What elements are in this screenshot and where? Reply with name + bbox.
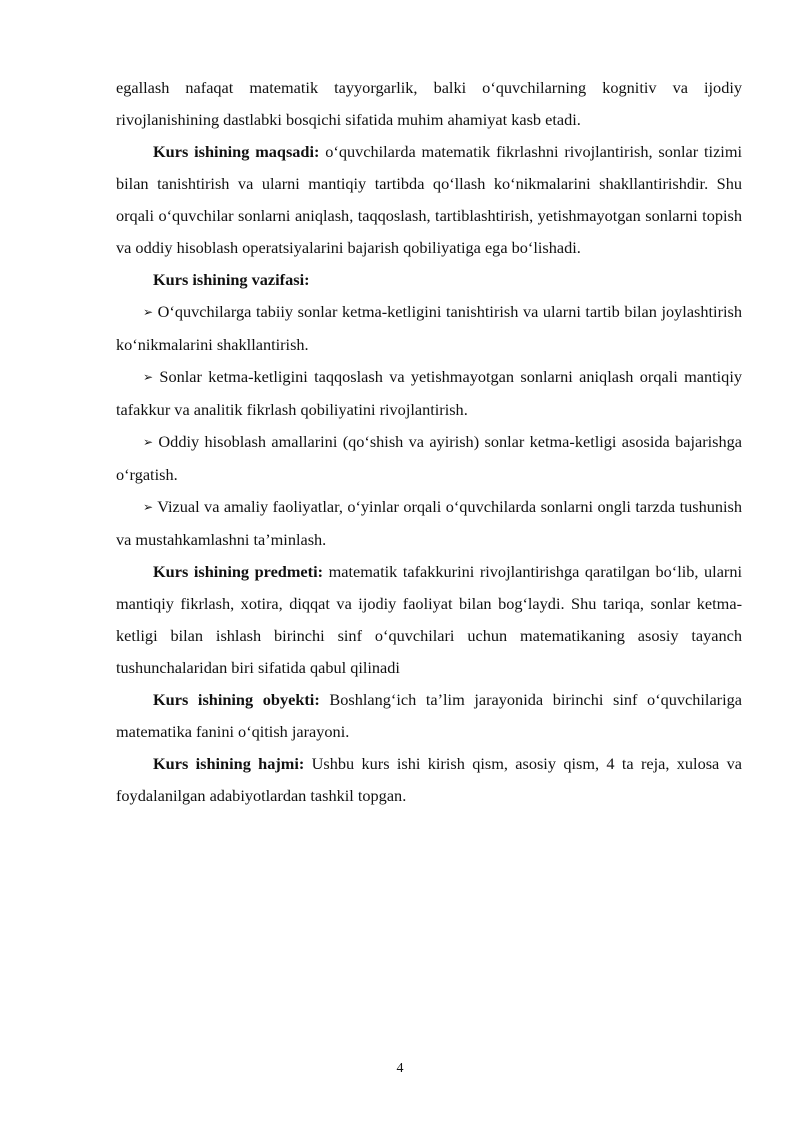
volume-text: Ushbu kurs ishi kirish qism, asosiy qism, 4 ta reja, xulosa va foydalanilgan adabiyotlardan tashkil topgan. (116, 754, 742, 805)
tasks-label: Kurs ishining vazifasi: (153, 270, 310, 289)
object-text: Boshlang‘ich ta’lim jarayonida birinchi sinf o‘quvchilariga matematika fanini o‘qitish jarayoni. (116, 690, 742, 741)
task-item (116, 491, 742, 556)
arrow-bullet-icon: ➢ (143, 370, 154, 384)
object-paragraph (116, 684, 742, 748)
object-label: Kurs ishining obyekti: (153, 690, 320, 709)
subject-paragraph (116, 556, 742, 684)
intro-paragraph (116, 72, 742, 136)
volume-paragraph (116, 748, 742, 812)
task-item-text: O‘quvchilarga tabiiy sonlar ketma-ketligini tanishtirish va ularni tartib bilan joylashtirish ko‘nikmalarini shakllantirish. (116, 302, 742, 354)
arrow-bullet-icon: ➢ (143, 500, 154, 514)
subject-label: Kurs ishining predmeti: (153, 562, 324, 581)
document-body (116, 72, 742, 812)
task-item (116, 361, 742, 426)
task-item-text: Oddiy hisoblash amallarini (qo‘shish va ayirish) sonlar ketma-ketligi asosida bajarishga o‘rgatish. (116, 432, 742, 484)
task-item (116, 296, 742, 361)
task-item-text: Sonlar ketma-ketligini taqqoslash va yetishmayotgan sonlarni aniqlash orqali mantiqiy tafakkur va analitik fikrlash qobiliyatini rivojlantirish. (116, 367, 742, 419)
page-number: 4 (396, 1061, 404, 1076)
goal-paragraph (116, 136, 742, 264)
intro-text: egallash nafaqat matematik tayyorgarlik, balki o‘quvchilarning kognitiv va ijodiy rivojlanishining dastlabki bosqichi sifatida muhim ahamiyat kasb etadi. (116, 78, 742, 129)
tasks-heading-paragraph (116, 264, 742, 296)
arrow-bullet-icon: ➢ (143, 435, 154, 449)
arrow-bullet-icon: ➢ (143, 305, 154, 319)
task-item-text: Vizual va amaliy faoliyatlar, o‘yinlar orqali o‘quvchilarda sonlarni ongli tarzda tushunish va mustahkamlashni ta’minlash. (116, 497, 742, 549)
task-item (116, 426, 742, 491)
subject-text: matematik tafakkurini rivojlantirishga qaratilgan bo‘lib, ularni mantiqiy fikrlash, xotira, diqqat va ijodiy faoliyat bilan bog‘laydi. Shu tariqa, sonlar ketma-ketligi bilan ishlash birinchi sinf o‘quvchilari uchun matematikaning asosiy tayanch tushunchalaridan biri sifatida qabul qilinadi (116, 562, 743, 677)
goal-label: Kurs ishining maqsadi: (153, 142, 320, 161)
volume-label: Kurs ishining hajmi: (153, 754, 305, 773)
goal-text: o‘quvchilarda matematik fikrlashni rivojlantirish, sonlar tizimi bilan tanishtirish va ularni mantiqiy tartibda qo‘llash ko‘nikmalarini shakllantirishdir. Shu orqali o‘quvchilar sonlarni aniqlash, taqqoslash, tartiblashtirish, yetishmayotgan sonlarni topish va oddiy hisoblash operatsiyalarini bajarish qobiliyatiga ega bo‘lishadi. (116, 142, 743, 257)
